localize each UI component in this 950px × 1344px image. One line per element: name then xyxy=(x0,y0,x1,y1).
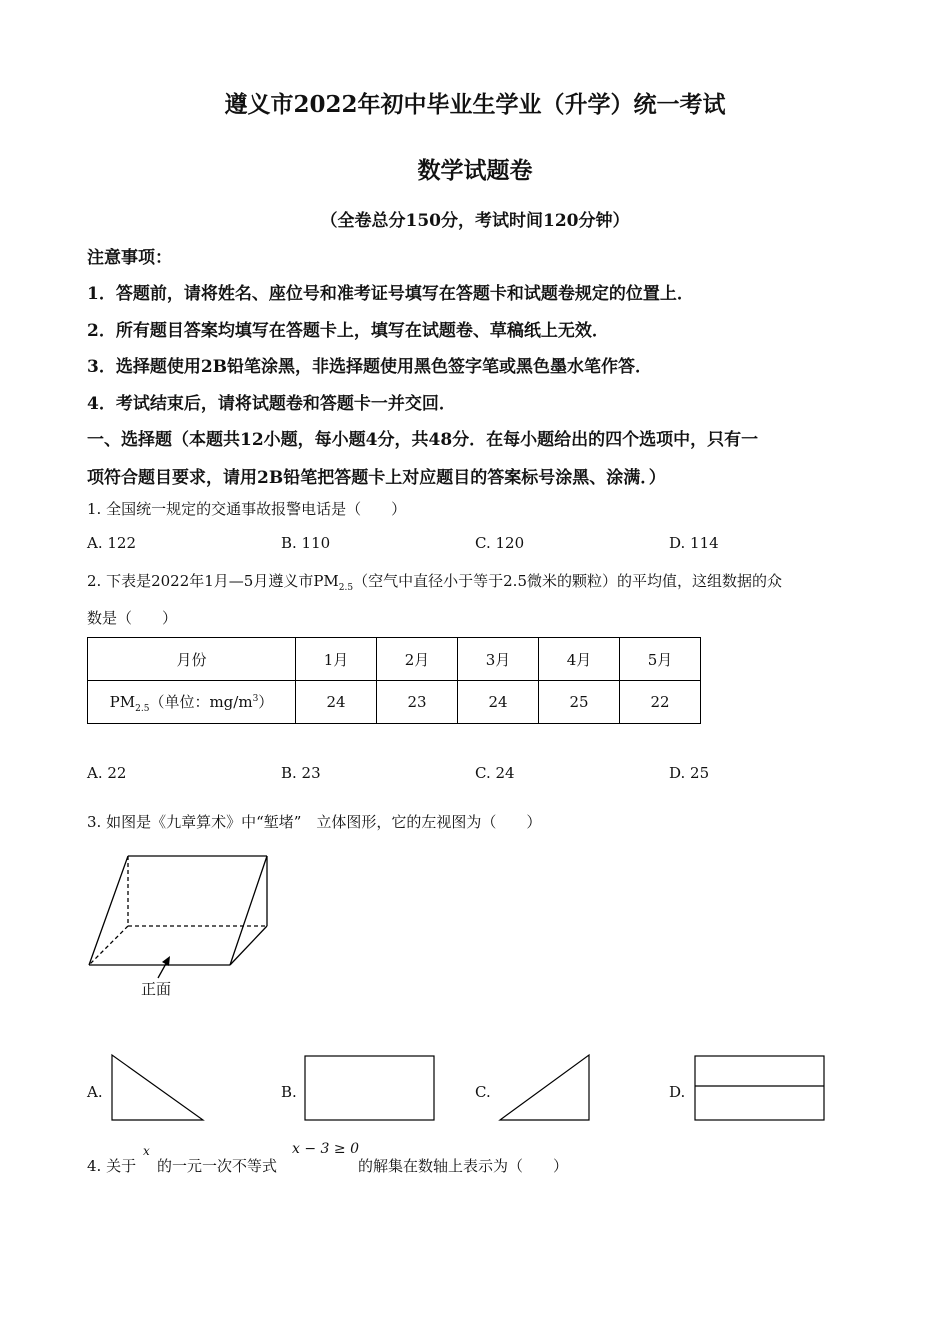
table-value: 24 xyxy=(458,681,539,724)
table-value: 23 xyxy=(377,681,458,724)
row-label-part: PM xyxy=(109,692,136,711)
q3-option-b[interactable]: B. xyxy=(281,1083,297,1101)
q2-option-a[interactable]: A. 22 xyxy=(87,764,127,782)
q1-option-c[interactable]: C. 120 xyxy=(475,534,525,552)
q1-option-a[interactable]: A. 122 xyxy=(87,534,136,552)
q2-stem-part: 2. 下表是2022年1月—5月遵义市PM xyxy=(87,572,339,590)
row-label-part: ） xyxy=(258,692,274,711)
prism-figure xyxy=(80,848,280,1008)
option-d-divided-rectangle xyxy=(693,1054,828,1124)
q4-stem-part: 的一元一次不等式 xyxy=(157,1157,278,1175)
option-a-triangle xyxy=(108,1052,208,1124)
front-label: 正面 xyxy=(141,980,172,998)
section-heading-line2: 项符合题目要求，请用2B铅笔把答题卡上对应题目的答案标号涂黑、涂满．） xyxy=(87,468,666,488)
exam-info: （全卷总分150分，考试时间120分钟） xyxy=(320,211,630,231)
q2-option-c[interactable]: C. 24 xyxy=(475,764,515,782)
note-item: 4．考试结束后，请将试题卷和答题卡一并交回． xyxy=(87,394,456,414)
q1-option-d[interactable]: D. 114 xyxy=(669,534,719,552)
q4-variable: x xyxy=(143,1144,150,1158)
table-row xyxy=(88,638,701,681)
table-row xyxy=(88,681,701,724)
question-3-stem: 3. 如图是《九章算术》中“堑堵” 立体图形，它的左视图为（ ） xyxy=(87,813,542,831)
note-item: 3．选择题使用2B铅笔涂黑，非选择题使用黑色签字笔或黑色墨水笔作答． xyxy=(87,357,653,377)
q3-option-d[interactable]: D. xyxy=(669,1083,686,1101)
row-label-sub: 2.5 xyxy=(135,703,150,714)
note-item: 1．答题前，请将姓名、座位号和准考证号填写在答题卡和试题卷规定的位置上． xyxy=(87,284,694,304)
q2-option-b[interactable]: B. 23 xyxy=(281,764,321,782)
question-2-stem xyxy=(87,570,782,593)
question-2-stem-line2: 数是（ ） xyxy=(87,609,178,627)
q2-stem-sub: 2.5 xyxy=(338,583,354,593)
q4-inequality: x − 3 ≥ 0 xyxy=(292,1141,359,1157)
q1-option-b[interactable]: B. 110 xyxy=(281,534,331,552)
pm-table xyxy=(87,637,701,724)
q4-stem-part: 的解集在数轴上表示为（ ） xyxy=(358,1157,569,1175)
table-month: 2月 xyxy=(377,638,458,681)
row-label-part: （单位：mg/m xyxy=(149,692,253,711)
row-label-sup: 3 xyxy=(252,693,259,704)
table-value: 25 xyxy=(539,681,620,724)
option-c-triangle xyxy=(497,1052,597,1124)
table-month: 1月 xyxy=(296,638,377,681)
table-value: 24 xyxy=(296,681,377,724)
table-month: 3月 xyxy=(458,638,539,681)
question-1-stem: 1. 全国统一规定的交通事故报警电话是（ ） xyxy=(87,500,407,518)
section-heading-line1: 一、选择题（本题共12小题，每小题4分，共48分．在每小题给出的四个选项中，只有一 xyxy=(87,430,759,450)
q2-option-d[interactable]: D. 25 xyxy=(669,764,710,782)
table-row-label xyxy=(88,681,296,724)
table-value: 22 xyxy=(620,681,701,724)
table-month: 4月 xyxy=(539,638,620,681)
q2-stem-part: （空气中直径小于等于2.5微米的颗粒）的平均值，这组数据的众 xyxy=(353,572,782,590)
exam-title: 遵义市2022年初中毕业生学业（升学）统一考试 xyxy=(224,91,726,118)
notes-heading: 注意事项： xyxy=(87,248,172,268)
option-b-rectangle xyxy=(303,1054,438,1124)
note-item: 2．所有题目答案均填写在答题卡上，填写在试题卷、草稿纸上无效． xyxy=(87,321,609,341)
q4-stem-part: 4. 关于 xyxy=(87,1157,137,1175)
table-month: 5月 xyxy=(620,638,701,681)
exam-subtitle: 数学试题卷 xyxy=(417,157,533,184)
table-header-label: 月份 xyxy=(88,638,296,681)
q3-option-a[interactable]: A. xyxy=(87,1083,103,1101)
q3-option-c[interactable]: C. xyxy=(475,1083,491,1101)
